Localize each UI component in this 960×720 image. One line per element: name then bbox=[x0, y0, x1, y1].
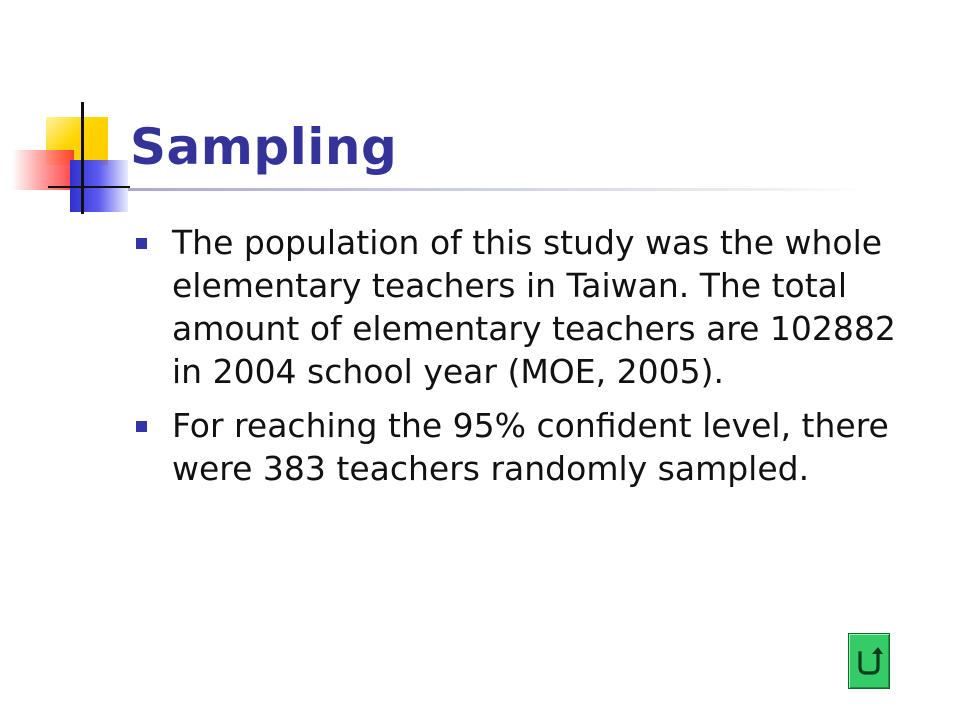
red-bar-decoration bbox=[12, 150, 74, 190]
bullet-square-icon bbox=[136, 238, 147, 249]
horizontal-line-decoration bbox=[48, 186, 130, 188]
slide-title: Sampling bbox=[130, 118, 398, 176]
bullet-text: For reaching the 95% confident level, there were 383 teachers randomly sampled. bbox=[172, 406, 889, 488]
bullet-text: The population of this study was the whole elementary teachers in Taiwan. The total amount of elementary teachers are 102882 in 2004 school year (MOE, 2005). bbox=[172, 223, 896, 391]
return-button[interactable] bbox=[848, 633, 890, 689]
bullet-square-icon bbox=[136, 421, 147, 432]
bullet-item bbox=[133, 404, 903, 490]
return-arrow-icon bbox=[855, 645, 883, 677]
title-underline bbox=[128, 188, 868, 191]
corner-decoration bbox=[0, 0, 140, 230]
bullet-item bbox=[133, 221, 903, 393]
bullet-list bbox=[133, 221, 903, 501]
vertical-line-decoration bbox=[81, 102, 84, 214]
